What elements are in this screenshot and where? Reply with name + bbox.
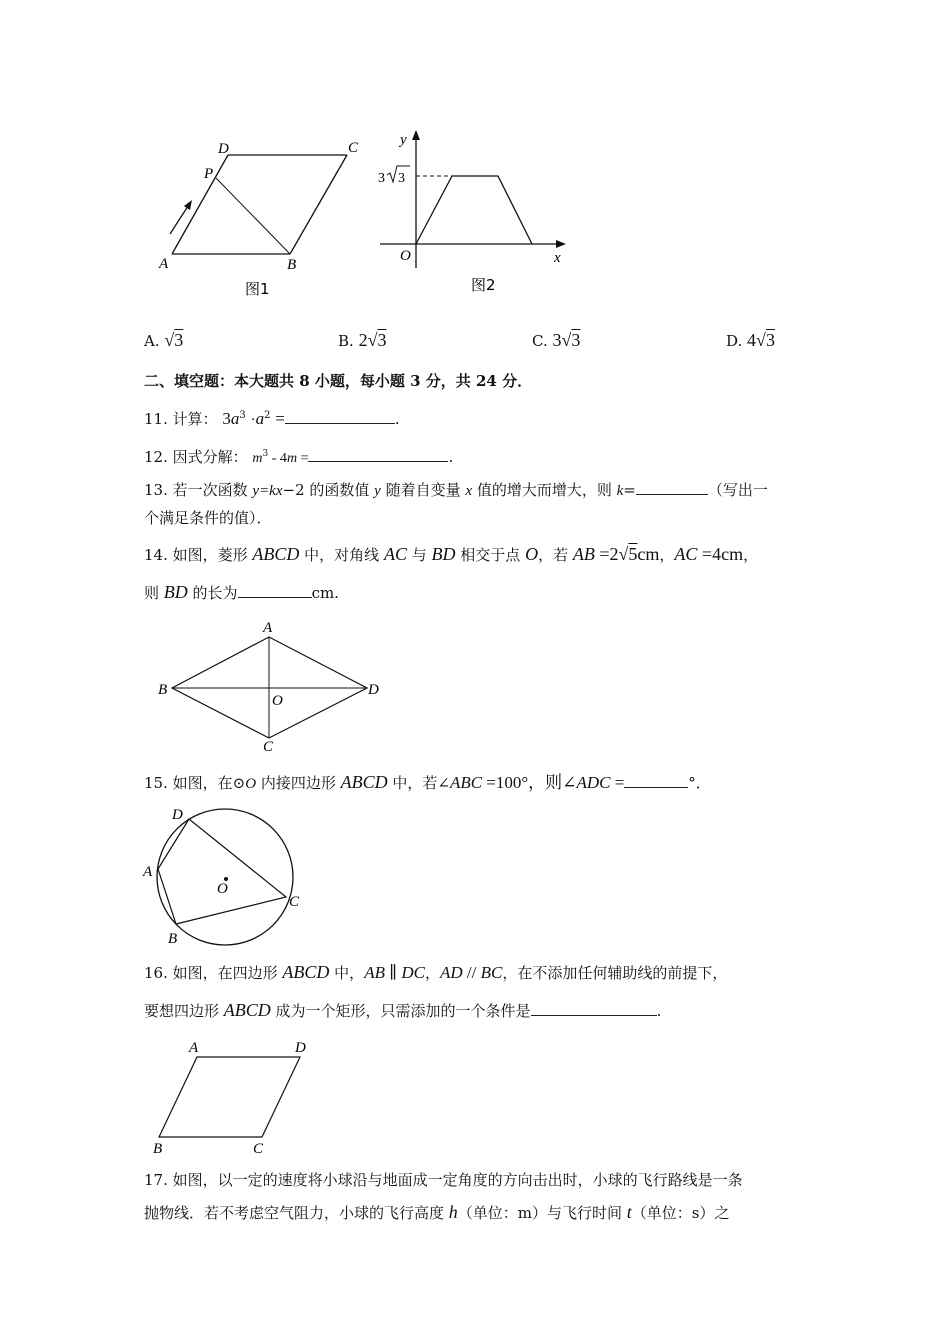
fig1-label-a: A: [159, 256, 169, 272]
question-14-line-1: 14. 如图，菱形 ABCD 中，对角线 AC 与 BD 相交于点 O，若 AB =2√5cm，AC =4cm，: [144, 544, 759, 564]
q16-bc: BC: [480, 963, 503, 982]
q12-exp: 3: [262, 449, 269, 459]
q11-var-a: a: [230, 409, 240, 428]
q14-label-c: C: [263, 739, 274, 755]
q12-answer-blank[interactable]: [308, 447, 448, 462]
option-d-radicand: 3: [765, 330, 775, 350]
q11-prefix: 11. 计算：: [144, 410, 218, 428]
q14-line2-a: 则: [144, 584, 164, 602]
q11-coef: 3: [222, 409, 231, 428]
option-d: D. 4√3: [726, 330, 775, 350]
q16-dc: DC: [401, 963, 425, 982]
q16-ad: AD: [439, 963, 463, 982]
option-d-letter: D.: [726, 332, 743, 350]
q17-var-h: h: [448, 1202, 458, 1222]
q14-ab-unit: cm: [637, 544, 660, 564]
q14-ab: AB: [572, 544, 595, 564]
q12-var-m2: m: [286, 451, 298, 466]
question-12: [144, 444, 453, 469]
fig1-side-bc: [290, 155, 347, 254]
q13-var-k: k: [616, 483, 624, 499]
q17-line2-c: （单位：s）之: [631, 1204, 730, 1222]
option-a-letter: A.: [144, 332, 160, 350]
q15-abcd: ABCD: [340, 772, 388, 792]
section-2-heading: 二、填空题：本大题共 8 小题，每小题 3 分，共 24 分．: [144, 372, 533, 390]
q16-text-b: 中，: [329, 964, 365, 982]
question-13-line-2: 个满足条件的值）．: [144, 509, 272, 527]
q14-ac2: AC: [674, 544, 698, 564]
q11-dot: ·: [250, 412, 256, 428]
q13-text-b: −2 的函数值: [282, 481, 375, 499]
q15-label-d: D: [172, 807, 183, 823]
q13-text-a: 13. 若一次函数: [144, 481, 253, 499]
question-17-line-2: [144, 1202, 730, 1223]
option-d-coef: 4: [747, 330, 757, 350]
option-b-coef: 2: [358, 330, 368, 350]
q14-text-f: ，: [659, 546, 675, 564]
q15-answer-blank[interactable]: [624, 773, 688, 788]
q17-line2-a: 抛物线．若不考虑空气阻力，小球的飞行高度: [144, 1204, 449, 1222]
q15-figure: [140, 800, 310, 950]
q16-answer-blank[interactable]: [531, 1001, 657, 1016]
option-c-letter: C.: [532, 332, 548, 350]
q15-text-b: 内接四边形: [256, 774, 341, 792]
q16-line2-a: 要想四边形: [144, 1002, 224, 1020]
q16-figure: [145, 1036, 325, 1161]
fig2-x-arrow: [556, 240, 566, 248]
q14-o: O: [525, 544, 539, 564]
q14-label-d: D: [368, 682, 379, 698]
q14-text-b: 中，对角线: [299, 546, 384, 564]
q16-label-d: D: [295, 1040, 306, 1056]
q15-label-o: O: [217, 881, 228, 897]
figure-2: [370, 128, 580, 303]
q14-line2-c: cm.: [311, 584, 339, 602]
q11-exp1: 3: [239, 410, 246, 421]
q15-text-a: 15. 如图，在⊙: [144, 774, 246, 792]
q16-text-a: 16. 如图，在四边形: [144, 964, 283, 982]
q13-text-e: =: [623, 481, 636, 499]
q14-label-a: A: [263, 620, 273, 636]
q13-text-d: 值的增大而增大，则: [472, 481, 617, 499]
q14-text-g: ，: [743, 546, 759, 564]
q13-answer-blank[interactable]: [636, 480, 708, 495]
q13-var-x: x: [465, 483, 473, 499]
q15-label-c: C: [289, 894, 300, 910]
q15-abc: ABC: [449, 773, 483, 792]
q11-answer-blank[interactable]: [285, 409, 395, 424]
q14-ab-radicand: 5: [628, 544, 638, 564]
q15-text-d: =100°，则∠: [482, 773, 577, 792]
fig2-graph-line: [416, 176, 532, 244]
q17-var-t: t: [626, 1202, 632, 1222]
q14-ac: AC: [383, 544, 407, 564]
q16-abcd2: ABCD: [223, 1000, 271, 1020]
q14-label-o: O: [272, 693, 283, 709]
q14-label-b: B: [158, 682, 168, 698]
q15-quadrilateral: [158, 819, 286, 924]
q11-var-a2: a: [255, 409, 265, 428]
q16-text-c: ，: [424, 964, 440, 982]
q14-line2-b: 的长为: [187, 584, 238, 602]
q12-eq: =: [297, 451, 309, 466]
q15-label-b: B: [168, 931, 178, 947]
option-c-coef: 3: [552, 330, 562, 350]
q16-parallelogram: [159, 1057, 300, 1137]
q15-text-e: =: [610, 773, 625, 792]
option-b: B. 2√3: [338, 330, 387, 350]
question-17-line-1: 17. 如图，以一定的速度将小球沿与地面成一定角度的方向击出时，小球的飞行路线是一条: [144, 1171, 743, 1189]
q15-label-a: A: [143, 864, 153, 880]
fig2-caption: 图2: [471, 276, 496, 294]
q17-line2-b: （单位：m）与飞行时间: [457, 1204, 627, 1222]
fig2-label-y: y: [400, 132, 407, 148]
fig2-y-arrow: [412, 130, 420, 140]
q16-par1: ∥: [384, 963, 402, 982]
fig1-segment-pb: [216, 178, 290, 254]
fig1-label-d: D: [218, 141, 229, 157]
q16-label-a: A: [189, 1040, 199, 1056]
q16-line2-b: 成为一个矩形，只需添加的一个条件是: [270, 1002, 531, 1020]
q12-end: .: [448, 448, 454, 466]
q12-var-m: m: [252, 451, 263, 466]
q12-prefix: 12. 因式分解：: [144, 448, 248, 466]
fig2-ytick-coef: 3: [378, 171, 385, 186]
q16-par2: //: [462, 963, 481, 982]
q12-rest: - 4: [268, 451, 287, 466]
option-b-radicand: 3: [377, 330, 387, 350]
question-13-line-1: [144, 480, 768, 501]
q14-bd2: BD: [163, 582, 188, 602]
q14-ac-val: =4cm: [697, 544, 744, 564]
q15-text-c: 中，若∠: [387, 774, 450, 792]
q16-line2-c: .: [656, 1002, 662, 1020]
q16-abcd: ABCD: [282, 962, 330, 982]
q16-label-b: B: [153, 1141, 163, 1157]
question-16-line-2: [144, 1000, 661, 1021]
q14-text-d: 相交于点: [455, 546, 526, 564]
q16-text-d: ，在不添加任何辅助线的前提下，: [502, 964, 728, 982]
fig2-label-o: O: [400, 248, 411, 264]
q13-func: y=kx: [252, 483, 283, 499]
q15-text-f: °．: [688, 774, 711, 792]
q15-circle: [157, 809, 293, 945]
q14-ab-eq: =2: [594, 544, 619, 564]
q14-text-a: 14. 如图，菱形: [144, 546, 253, 564]
q14-abcd: ABCD: [252, 544, 300, 564]
q14-bd: BD: [431, 544, 456, 564]
fig1-label-b: B: [287, 257, 297, 273]
fig1-side-da: [172, 155, 228, 254]
figure-1: [150, 130, 370, 305]
option-a-radicand: 3: [174, 330, 184, 350]
q11-eq: =: [275, 409, 285, 428]
q11-exp2: 2: [264, 410, 271, 421]
question-11: [144, 406, 400, 430]
fig1-arrow-head: [184, 200, 192, 210]
q14-text-c: 与: [406, 546, 432, 564]
option-c: C. 3√3: [532, 330, 581, 350]
q15-adc: ADC: [576, 773, 611, 792]
q16-label-c: C: [253, 1141, 264, 1157]
fig1-label-c: C: [348, 140, 359, 156]
fig1-caption: 图1: [245, 280, 270, 298]
q13-var-y: y: [374, 483, 381, 499]
q14-answer-blank[interactable]: [238, 583, 312, 598]
option-c-radicand: 3: [571, 330, 581, 350]
question-16-line-1: [144, 962, 727, 983]
q13-text-f: （写出一: [707, 481, 768, 499]
option-b-letter: B.: [338, 332, 354, 350]
q15-o: O: [245, 776, 257, 792]
q14-text-e: ，若: [538, 546, 573, 564]
q14-figure: [150, 615, 390, 755]
question-14-line-2: [144, 582, 339, 603]
fig2-label-x: x: [554, 250, 561, 266]
option-a: A. √3: [144, 330, 184, 350]
question-15: [144, 772, 711, 794]
q13-text-c: 随着自变量: [380, 481, 466, 499]
q11-end: .: [394, 410, 400, 428]
q16-ab: AB: [364, 963, 385, 982]
fig1-label-p: P: [204, 166, 214, 182]
fig2-ytick-rad: 3: [398, 171, 405, 186]
